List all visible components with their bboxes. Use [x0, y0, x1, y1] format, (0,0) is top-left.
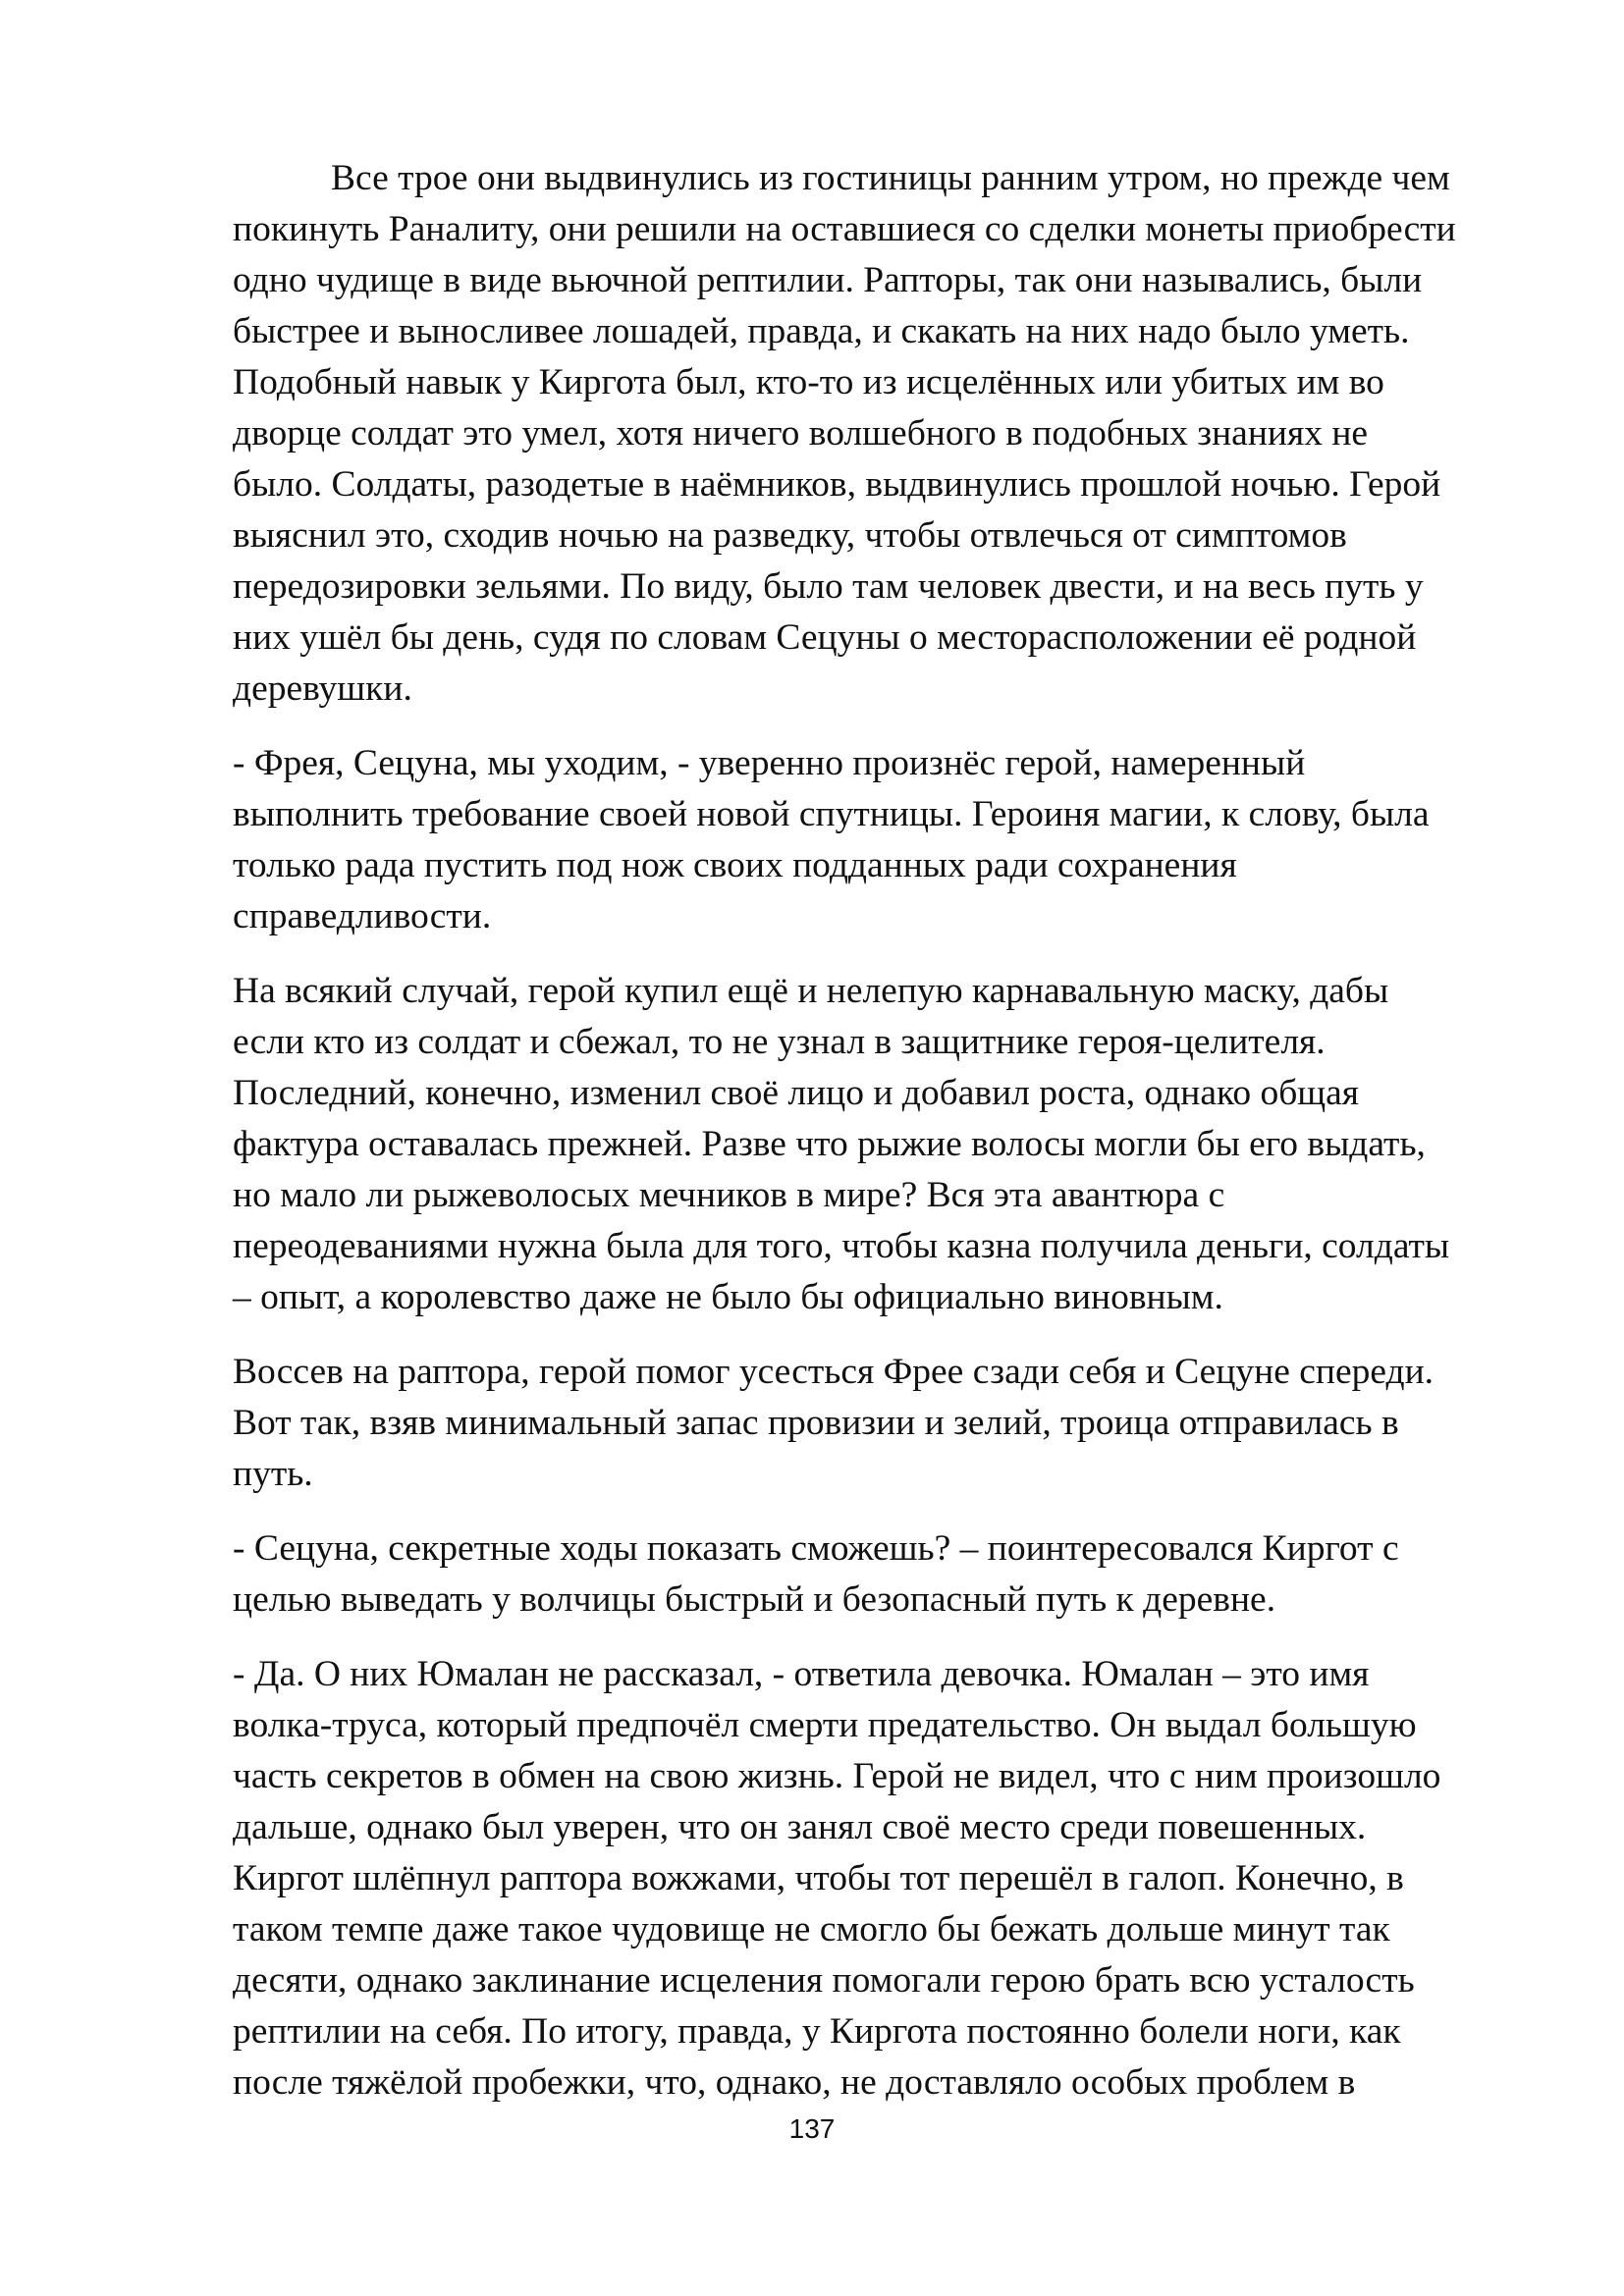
text-line: часть секретов в обмен на свою жизнь. Герой не видел, что с ним произошло — [233, 1756, 1441, 1796]
text-line: справедливости. — [233, 896, 492, 936]
text-line: только рада пустить под нож своих подданных ради сохранения — [233, 845, 1237, 885]
text-line: На всякий случай, герой купил ещё и нелепую карнавальную маску, дабы — [233, 971, 1389, 1011]
text-line: таком темпе даже такое чудовище не смогло бы бежать дольше минут так — [233, 1909, 1390, 1949]
paragraph-spacing — [233, 1323, 1519, 1347]
text-line: покинуть Раналиту, они решили на оставшиеся со сделки монеты приобрести — [233, 209, 1456, 249]
text-line: Киргот шлёпнул раптора вожжами, чтобы тот перешёл в галоп. Конечно, в — [233, 1858, 1404, 1898]
text-line: быстрее и выносливее лошадей, правда, и скакать на них надо было уметь. — [233, 311, 1410, 351]
text-line: деревушки. — [233, 668, 412, 709]
text-line: Воссев на раптора, герой помог усесться Фрее сзади себя и Сецуне спереди. — [233, 1352, 1435, 1392]
paragraph — [233, 966, 1519, 1323]
text-line: Вот так, взяв минимальный запас провизии и зелий, троица отправилась в — [233, 1403, 1399, 1443]
text-line: выяснил это, сходив ночью на разведку, чтобы отвлечься от симптомов — [233, 515, 1347, 556]
text-line: было. Солдаты, разодетые в наёмников, выдвинулись прошлой ночью. Герой — [233, 464, 1441, 505]
body-text — [233, 153, 1519, 2109]
text-line: дальше, однако был уверен, что он занял своё место среди повешенных. — [233, 1807, 1367, 1847]
text-line: переодеваниями нужна была для того, чтобы казна получила деньги, солдаты — [233, 1226, 1450, 1266]
text-line: волка-труса, который предпочёл смерти предательство. Он выдал большую — [233, 1705, 1417, 1745]
text-line: фактура оставалась прежней. Разве что рыжие волосы могли бы его выдать, — [233, 1124, 1426, 1164]
text-line: Подобный навык у Киргота был, кто-то из исцелённых или убитых им во — [233, 362, 1384, 402]
paragraph-spacing — [233, 715, 1519, 738]
text-line: десяти, однако заклинание исцеления помогали герою брать всю усталость — [233, 1960, 1415, 2001]
page-number: 137 — [788, 2113, 836, 2144]
text-line: - Фрея, Сецуна, мы уходим, - уверенно произнёс герой, намеренный — [233, 743, 1306, 783]
text-line: выполнить требование своей новой спутницы. Героиня магии, к слову, была — [233, 794, 1430, 834]
text-line: рептилии на себя. По итогу, правда, у Киргота постоянно болели ноги, как — [233, 2011, 1401, 2052]
text-line: путь. — [233, 1454, 313, 1494]
paragraph — [233, 1523, 1519, 1626]
paragraph-spacing — [233, 942, 1519, 966]
paragraph — [233, 1649, 1519, 2109]
text-line: но мало ли рыжеволосых мечников в мире? Вся эта авантюра с — [233, 1175, 1225, 1215]
text-line: Все трое они выдвинулись из гостиницы ранним утром, но прежде чем — [331, 158, 1450, 198]
paragraph — [233, 738, 1519, 942]
text-line: дворце солдат это умел, хотя ничего волшебного в подобных знаниях не — [233, 413, 1369, 454]
text-line: одно чудище в виде вьючной рептилии. Рапторы, так они назывались, были — [233, 260, 1423, 300]
text-line: передозировки зельями. По виду, было там человек двести, и на весь путь у — [233, 566, 1424, 607]
paragraph — [233, 153, 1519, 715]
text-line: – опыт, а королевство даже не было бы официально виновным. — [233, 1277, 1223, 1317]
text-line: них ушёл бы день, судя по словам Сецуны о месторасположении её родной — [233, 617, 1417, 658]
paragraph-spacing — [233, 1500, 1519, 1523]
paragraph-spacing — [233, 1626, 1519, 1649]
paragraph — [233, 1347, 1519, 1500]
text-line: целью выведать у волчицы быстрый и безопасный путь к деревне. — [233, 1579, 1276, 1620]
text-line: если кто из солдат и сбежал, то не узнал в защитнике героя-целителя. — [233, 1022, 1326, 1062]
text-line: Последний, конечно, изменил своё лицо и добавил роста, однако общая — [233, 1073, 1360, 1113]
text-line: - Сецуна, секретные ходы показать сможешь? – поинтересовался Киргот с — [233, 1528, 1399, 1569]
text-line: после тяжёлой пробежки, что, однако, не доставляло особых проблем в — [233, 2062, 1356, 2103]
text-line: - Да. О них Юмалан не рассказал, - ответила девочка. Юмалан – это имя — [233, 1654, 1370, 1694]
